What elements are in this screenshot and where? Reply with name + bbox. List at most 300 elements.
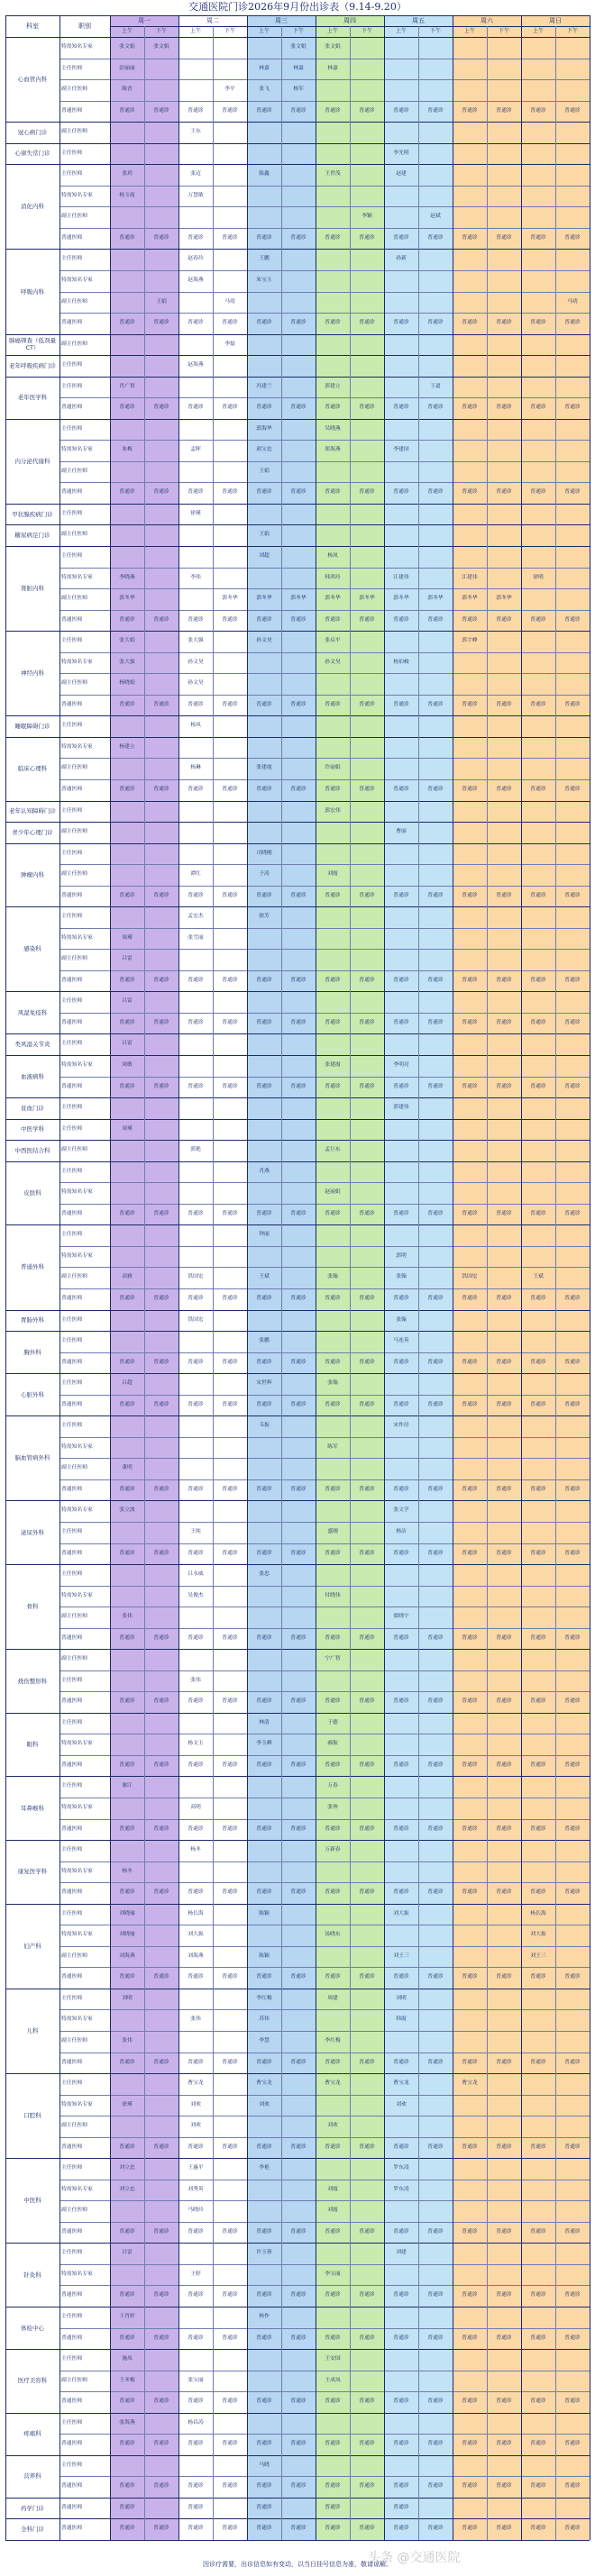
schedule-cell: 吕雷: [122, 998, 133, 1005]
table-line: [60, 695, 590, 696]
schedule-cell: 普通诊: [222, 1761, 238, 1768]
doctor-level: 特需知名专家: [61, 192, 93, 198]
schedule-cell: 普通诊: [462, 1019, 478, 1025]
dept-name: 神经内科: [21, 669, 44, 678]
schedule-cell: 普通诊: [530, 892, 546, 898]
table-line: [60, 1946, 590, 1947]
dept-name: 肺癌筛查（低剂量CT）: [9, 337, 56, 352]
schedule-cell: 普通诊: [222, 616, 238, 623]
schedule-cell: 普通诊: [393, 1486, 409, 1492]
schedule-cell: 普通诊: [393, 2441, 409, 2447]
schedule-cell: 普通诊: [256, 234, 272, 241]
dept-name: 老年认知障碍门诊: [9, 807, 56, 815]
schedule-cell: 杨凤: [190, 723, 201, 729]
table-line: [110, 15, 111, 2540]
schedule-cell: 普通诊: [462, 1083, 478, 1089]
dept-name: 疼痛科: [23, 2430, 41, 2438]
doctor-level: 特需知名专家: [61, 1592, 93, 1598]
schedule-cell: 张伟: [122, 2037, 133, 2044]
schedule-cell: 普通诊: [427, 1698, 444, 1705]
dept-name: 康复医学科: [17, 1868, 48, 1876]
schedule-cell: 普通诊: [188, 2504, 204, 2510]
schedule-cell: 普通诊: [119, 2504, 135, 2510]
schedule-cell: 普通诊: [427, 2399, 444, 2405]
schedule-cell: 张翰: [396, 1316, 407, 1323]
schedule-cell: 李慧: [259, 2037, 270, 2044]
schedule-cell: 刘欢: [327, 2123, 338, 2129]
table-line: [521, 15, 522, 2540]
schedule-cell: 普通诊: [496, 977, 512, 983]
schedule-cell: 李红梅: [256, 1995, 272, 2001]
schedule-cell: 普通诊: [530, 2144, 546, 2150]
dept-name: 中医学科: [21, 1125, 44, 1133]
schedule-cell: 吴晓燕: [325, 425, 341, 432]
schedule-cell: 刘海燕: [188, 1952, 204, 1959]
doctor-level: 主任医师: [61, 425, 83, 432]
schedule-cell: 马连英: [393, 1338, 409, 1344]
schedule-cell: 普通诊: [290, 2399, 307, 2405]
schedule-cell: 郭冬华: [462, 596, 478, 602]
schedule-cell: 普通诊: [564, 489, 581, 496]
schedule-cell: 普通诊: [564, 1019, 581, 1025]
schedule-cell: 吕雷: [122, 1041, 133, 1047]
doctor-level: 普通医师: [61, 107, 83, 114]
schedule-cell: 普通诊: [530, 1974, 546, 1980]
schedule-cell: 普通诊: [256, 2526, 272, 2532]
schedule-cell: 普通诊: [496, 2292, 512, 2298]
header-day: 周五: [412, 17, 425, 24]
schedule-cell: 普通诊: [188, 107, 204, 114]
schedule-cell: 普通诊: [290, 1359, 307, 1365]
header-pm: 下午: [498, 28, 509, 34]
schedule-cell: 普通诊: [325, 1359, 341, 1365]
schedule-cell: 王斌: [533, 1274, 544, 1280]
schedule-cell: 普通诊: [290, 234, 307, 241]
schedule-cell: 普通诊: [325, 1889, 341, 1896]
doctor-level: 副主任医师: [61, 765, 87, 771]
dept-name: 心血管内科: [17, 76, 48, 84]
schedule-cell: 冯建兰: [256, 383, 272, 389]
dept-name: 儿科: [26, 2026, 39, 2034]
schedule-cell: 刘王三: [393, 1952, 409, 1959]
schedule-cell: 谭红: [190, 871, 201, 878]
schedule-cell: 普通诊: [496, 2144, 512, 2150]
schedule-cell: 刘大振: [188, 1932, 204, 1938]
schedule-cell: 普通诊: [564, 2228, 581, 2235]
doctor-level: 普通医师: [61, 2441, 83, 2447]
schedule-cell: 普通诊: [325, 2399, 341, 2405]
schedule-cell: 普通诊: [496, 1486, 512, 1492]
schedule-cell: 普通诊: [564, 1698, 581, 1705]
schedule-cell: 普通诊: [256, 405, 272, 411]
doctor-level: 主任医师: [61, 1380, 83, 1387]
schedule-cell: 普通诊: [393, 2292, 409, 2298]
schedule-cell: 普通诊: [462, 2399, 478, 2405]
schedule-cell: 郝振: [327, 1741, 338, 1747]
schedule-cell: 普通诊: [153, 1296, 169, 1301]
schedule-cell: 普通诊: [530, 489, 546, 496]
schedule-cell: 普通诊: [564, 1550, 581, 1556]
table-line: [487, 26, 488, 2540]
schedule-cell: 普通诊: [393, 1889, 409, 1896]
schedule-cell: 普通诊: [153, 1634, 169, 1641]
schedule-cell: 普通诊: [222, 107, 238, 114]
schedule-cell: 张大强: [119, 659, 135, 665]
schedule-cell: 普通诊: [462, 234, 478, 241]
schedule-cell: 普通诊: [427, 1401, 444, 1407]
schedule-cell: 普通诊: [222, 2144, 238, 2150]
schedule-cell: 普通诊: [256, 786, 272, 792]
schedule-cell: 普通诊: [462, 701, 478, 707]
doctor-level: 主任医师: [61, 2462, 83, 2468]
schedule-cell: 普通诊: [393, 1550, 409, 1556]
doctor-level: 普通医师: [61, 1761, 83, 1768]
doctor-level: 特需知名专家: [61, 2271, 93, 2277]
schedule-cell: 王冬梅: [119, 2377, 135, 2383]
dept-name: 感染科: [23, 945, 41, 953]
schedule-cell: 普通诊: [119, 489, 135, 496]
schedule-cell: 王成凤: [325, 2377, 341, 2383]
schedule-cell: 普通诊: [188, 892, 204, 898]
schedule-cell: 普通诊: [427, 2228, 444, 2235]
schedule-cell: 普通诊: [222, 1486, 238, 1492]
schedule-cell: 普通诊: [564, 1486, 581, 1492]
doctor-level: 特需知名专家: [61, 2101, 93, 2107]
doctor-level: 主任医师: [61, 2356, 83, 2362]
table-line: [60, 79, 590, 80]
schedule-cell: 曹宝龙: [462, 2080, 478, 2087]
schedule-cell: 杨冬: [122, 1868, 133, 1874]
schedule-cell: 普通诊: [119, 1825, 135, 1832]
schedule-cell: 普通诊: [153, 616, 169, 623]
schedule-cell: 普通诊: [496, 701, 512, 707]
schedule-cell: 普通诊: [427, 2292, 444, 2298]
table-line: [60, 206, 590, 207]
schedule-cell: 普通诊: [496, 892, 512, 898]
schedule-cell: 杨作: [259, 2314, 270, 2320]
schedule-cell: 张文娟: [119, 44, 135, 50]
schedule-cell: 许丽娟: [325, 765, 341, 771]
schedule-cell: 普通诊: [290, 616, 307, 623]
table-line: [384, 15, 385, 2540]
schedule-cell: 杨冬: [190, 1847, 201, 1853]
schedule-cell: 李宝丽: [325, 2271, 341, 2277]
schedule-cell: 普通诊: [564, 2292, 581, 2298]
watermark: 头条 @交通医院: [368, 2551, 461, 2565]
schedule-cell: 李建国: [393, 447, 409, 453]
schedule-cell: 刘大振: [530, 1932, 546, 1938]
doctor-level: 普通医师: [61, 2144, 83, 2150]
schedule-cell: 普通诊: [188, 2483, 204, 2490]
schedule-cell: 普通诊: [564, 2335, 581, 2341]
schedule-cell: 普通诊: [222, 1550, 238, 1556]
schedule-cell: 普通诊: [290, 405, 307, 411]
schedule-cell: 普通诊: [393, 1083, 409, 1089]
schedule-cell: 普通诊: [119, 1296, 135, 1301]
table-line: [60, 2391, 590, 2392]
schedule-cell: 普通诊: [188, 2399, 204, 2405]
table-line: [60, 1395, 590, 1396]
schedule-cell: 普通诊: [256, 1019, 272, 1025]
schedule-cell: 普通诊: [462, 2228, 478, 2235]
schedule-cell: 普通诊: [256, 2228, 272, 2235]
schedule-cell: 普通诊: [188, 1761, 204, 1768]
schedule-cell: 郭冬华: [427, 596, 444, 602]
schedule-cell: 普通诊: [256, 892, 272, 898]
schedule-cell: 普通诊: [188, 1401, 204, 1407]
schedule-cell: 普通诊: [462, 1359, 478, 1365]
doctor-level: 主任医师: [61, 2080, 83, 2087]
doctor-level: 副主任医师: [61, 129, 87, 135]
schedule-cell: 普通诊: [290, 2335, 307, 2341]
schedule-cell: 万春: [327, 1783, 338, 1789]
header-day: 周一: [138, 17, 151, 24]
doctor-level: 普通医师: [61, 2504, 83, 2510]
schedule-cell: 普通诊: [119, 786, 135, 792]
schedule-cell: 普通诊: [530, 977, 546, 983]
schedule-cell: 李明亮: [393, 1062, 409, 1069]
table-line: [60, 1861, 590, 1862]
doctor-level: 主任医师: [61, 1528, 83, 1534]
table-line: [60, 2328, 590, 2329]
table-line: [5, 15, 590, 16]
schedule-cell: 普通诊: [530, 1401, 546, 1407]
schedule-cell: 普通诊: [393, 892, 409, 898]
schedule-cell: 普通诊: [290, 107, 307, 114]
doctor-level: 普通医师: [61, 2335, 83, 2341]
schedule-cell: 马靖: [567, 298, 578, 305]
doctor-level: 主任医师: [61, 1232, 83, 1238]
schedule-cell: 张翰: [327, 1274, 338, 1280]
schedule-cell: 张伟: [190, 1677, 201, 1683]
dept-name: 耳鼻喉科: [21, 1804, 44, 1812]
schedule-cell: 普通诊: [393, 1296, 409, 1301]
schedule-cell: 普通诊: [119, 977, 135, 983]
schedule-cell: 刘欢: [190, 2123, 201, 2129]
schedule-cell: 普通诊: [564, 1296, 581, 1301]
schedule-cell: 普通诊: [256, 1698, 272, 1705]
schedule-cell: 普通诊: [290, 320, 307, 326]
dept-name: 妇产科: [23, 1942, 41, 1950]
schedule-cell: 张伟: [122, 1614, 133, 1620]
schedule-cell: 普通诊: [222, 1974, 238, 1980]
schedule-cell: 普通诊: [325, 107, 341, 114]
schedule-cell: 张宝丽: [188, 2377, 204, 2383]
schedule-cell: 普通诊: [325, 234, 341, 241]
schedule-cell: 普通诊: [427, 786, 444, 792]
doctor-level: 主任医师: [61, 1423, 83, 1429]
schedule-cell: 普通诊: [256, 616, 272, 623]
schedule-cell: 普通诊: [359, 1550, 375, 1556]
schedule-cell: 普通诊: [427, 107, 444, 114]
schedule-cell: 普通诊: [222, 1889, 238, 1896]
schedule-cell: 郭冬华: [290, 596, 307, 602]
schedule-cell: 普通诊: [564, 1889, 581, 1896]
schedule-cell: 普通诊: [256, 2059, 272, 2065]
schedule-cell: 普通诊: [530, 107, 546, 114]
schedule-cell: 普通诊: [564, 1825, 581, 1832]
schedule-cell: 普通诊: [530, 2335, 546, 2341]
doctor-level: 普通医师: [61, 1889, 83, 1896]
schedule-cell: 王肖婷: [119, 2314, 135, 2320]
schedule-cell: 普通诊: [427, 1019, 444, 1025]
doctor-level: 主任医师: [61, 1995, 83, 2001]
schedule-cell: 普通诊: [530, 1083, 546, 1089]
header-am: 上午: [121, 28, 133, 34]
table-line: [60, 864, 590, 865]
schedule-cell: 普通诊: [290, 1825, 307, 1832]
dept-name: 烧伤整形科: [17, 1677, 48, 1685]
schedule-cell: 普通诊: [530, 1550, 546, 1556]
schedule-cell: 普通诊: [222, 1359, 238, 1365]
schedule-cell: 普通诊: [119, 1210, 135, 1216]
doctor-level: 副主任医师: [61, 468, 87, 474]
table-line: [60, 1458, 590, 1459]
schedule-cell: 普通诊: [188, 234, 204, 241]
doctor-level: 主任医师: [61, 1847, 83, 1853]
schedule-cell: 普通诊: [290, 1634, 307, 1641]
schedule-cell: 普通诊: [393, 977, 409, 983]
schedule-cell: 张飞: [259, 86, 270, 93]
header-am: 上午: [326, 28, 338, 34]
dept-name: 青少年心理门诊: [12, 828, 53, 836]
table-line: [60, 2009, 590, 2010]
schedule-cell: 刘明: [122, 1995, 133, 2001]
doctor-level: 副主任医师: [61, 2123, 87, 2129]
schedule-cell: 普通诊: [119, 1889, 135, 1896]
table-line: [60, 779, 590, 780]
schedule-cell: 普通诊: [393, 2399, 409, 2405]
dept-name: 泌尿外科: [21, 1528, 44, 1536]
schedule-cell: 普通诊: [359, 320, 375, 326]
schedule-cell: 王斌: [259, 1274, 270, 1280]
dept-name: 消化内科: [21, 203, 44, 211]
schedule-cell: 马靖: [224, 298, 235, 305]
schedule-cell: 普通诊: [153, 1083, 169, 1089]
schedule-cell: 郭明: [396, 1252, 407, 1259]
schedule-cell: 洪国宏: [188, 1274, 204, 1280]
schedule-cell: 普通诊: [496, 234, 512, 241]
table-line: [281, 26, 282, 2540]
schedule-cell: 普通诊: [222, 2399, 238, 2405]
schedule-cell: 普通诊: [290, 2441, 307, 2447]
dept-name: 临床心理科: [17, 765, 48, 773]
doctor-level: 主任医师: [61, 1338, 83, 1344]
schedule-cell: 普通诊: [119, 107, 135, 114]
schedule-cell: 普通诊: [359, 489, 375, 496]
schedule-cell: 普通诊: [256, 2483, 272, 2490]
schedule-cell: 普通诊: [325, 2483, 341, 2490]
schedule-cell: 普通诊: [188, 1698, 204, 1705]
schedule-cell: 普通诊: [530, 2399, 546, 2405]
schedule-cell: 普通诊: [427, 405, 444, 411]
schedule-cell: 孟晖: [190, 447, 201, 453]
doctor-level: 主任医师: [61, 362, 83, 369]
schedule-cell: 普通诊: [188, 405, 204, 411]
doctor-level: 副主任医师: [61, 2037, 87, 2044]
schedule-cell: 普通诊: [188, 1550, 204, 1556]
dept-name: 全科门诊: [21, 2526, 44, 2534]
schedule-cell: 普通诊: [119, 1761, 135, 1768]
schedule-cell: 江建伟: [462, 574, 478, 580]
header-am: 上午: [532, 28, 544, 34]
doctor-level: 特需知名专家: [61, 659, 93, 665]
schedule-cell: 杨昌涛: [188, 2419, 204, 2426]
table-line: [60, 949, 590, 950]
table-line: [60, 1691, 590, 1692]
schedule-cell: 普通诊: [359, 1634, 375, 1641]
schedule-cell: 普通诊: [427, 1296, 444, 1301]
schedule-cell: 普通诊: [359, 1019, 375, 1025]
schedule-cell: 普通诊: [153, 892, 169, 898]
schedule-cell: 张启平: [325, 638, 341, 644]
schedule-cell: 普通诊: [393, 2059, 409, 2065]
doctor-level: 主任医师: [61, 1125, 83, 1132]
table-line: [60, 1352, 590, 1353]
schedule-cell: 刘秀英: [188, 2186, 204, 2192]
schedule-cell: 普通诊: [290, 2526, 307, 2532]
schedule-cell: 普通诊: [325, 320, 341, 326]
table-line: [60, 758, 590, 759]
schedule-cell: 普通诊: [462, 1825, 478, 1832]
schedule-cell: 谢江: [122, 1783, 133, 1789]
schedule-cell: 普通诊: [153, 977, 169, 983]
schedule-cell: 普通诊: [256, 2335, 272, 2341]
schedule-cell: 普通诊: [119, 2441, 135, 2447]
schedule-cell: 李颖: [362, 214, 372, 220]
schedule-cell: 普通诊: [564, 405, 581, 411]
schedule-cell: 普通诊: [222, 1401, 238, 1407]
schedule-cell: 杨洁: [396, 1528, 407, 1534]
doctor-level: 副主任医师: [61, 86, 87, 93]
schedule-cell: 普通诊: [462, 1889, 478, 1896]
doctor-level: 副主任医师: [61, 1952, 87, 1959]
table-line: [60, 2476, 590, 2477]
schedule-cell: 郭冬华: [119, 596, 135, 602]
schedule-cell: 普通诊: [119, 892, 135, 898]
schedule-cell: 刘明: [396, 1995, 407, 2001]
schedule-cell: 张忠: [259, 1571, 270, 1578]
schedule-cell: 普通诊: [393, 786, 409, 792]
schedule-cell: 普通诊: [153, 2441, 169, 2447]
schedule-cell: 梁晓宇: [393, 1614, 409, 1620]
schedule-cell: 陈颖: [259, 1910, 270, 1916]
schedule-cell: 普通诊: [496, 616, 512, 623]
schedule-cell: 宁广智: [325, 1656, 341, 1662]
schedule-cell: 孟巨东: [325, 1147, 341, 1153]
dept-name: 脑血管病外科: [14, 1454, 50, 1462]
schedule-cell: 周瑾: [122, 934, 133, 941]
schedule-cell: 普通诊: [530, 1634, 546, 1641]
table-line: [60, 2264, 590, 2265]
schedule-cell: 普通诊: [153, 1401, 169, 1407]
header-day: 周日: [549, 17, 562, 24]
doctor-level: 普通医师: [61, 234, 83, 241]
schedule-cell: 普通诊: [359, 1083, 375, 1089]
schedule-cell: 普通诊: [564, 1974, 581, 1980]
schedule-cell: 普通诊: [359, 2483, 375, 2490]
schedule-cell: 普通诊: [119, 2228, 135, 2235]
schedule-cell: 普通诊: [496, 1634, 512, 1641]
schedule-cell: 普通诊: [153, 2399, 169, 2405]
schedule-cell: 普通诊: [530, 2526, 546, 2532]
schedule-cell: 普通诊: [256, 2504, 272, 2510]
schedule-cell: 普通诊: [564, 2526, 581, 2532]
schedule-cell: 王婷: [190, 2271, 201, 2277]
schedule-cell: 普通诊: [153, 234, 169, 241]
table-line: [5, 15, 6, 2540]
doctor-level: 普通医师: [61, 1296, 83, 1301]
